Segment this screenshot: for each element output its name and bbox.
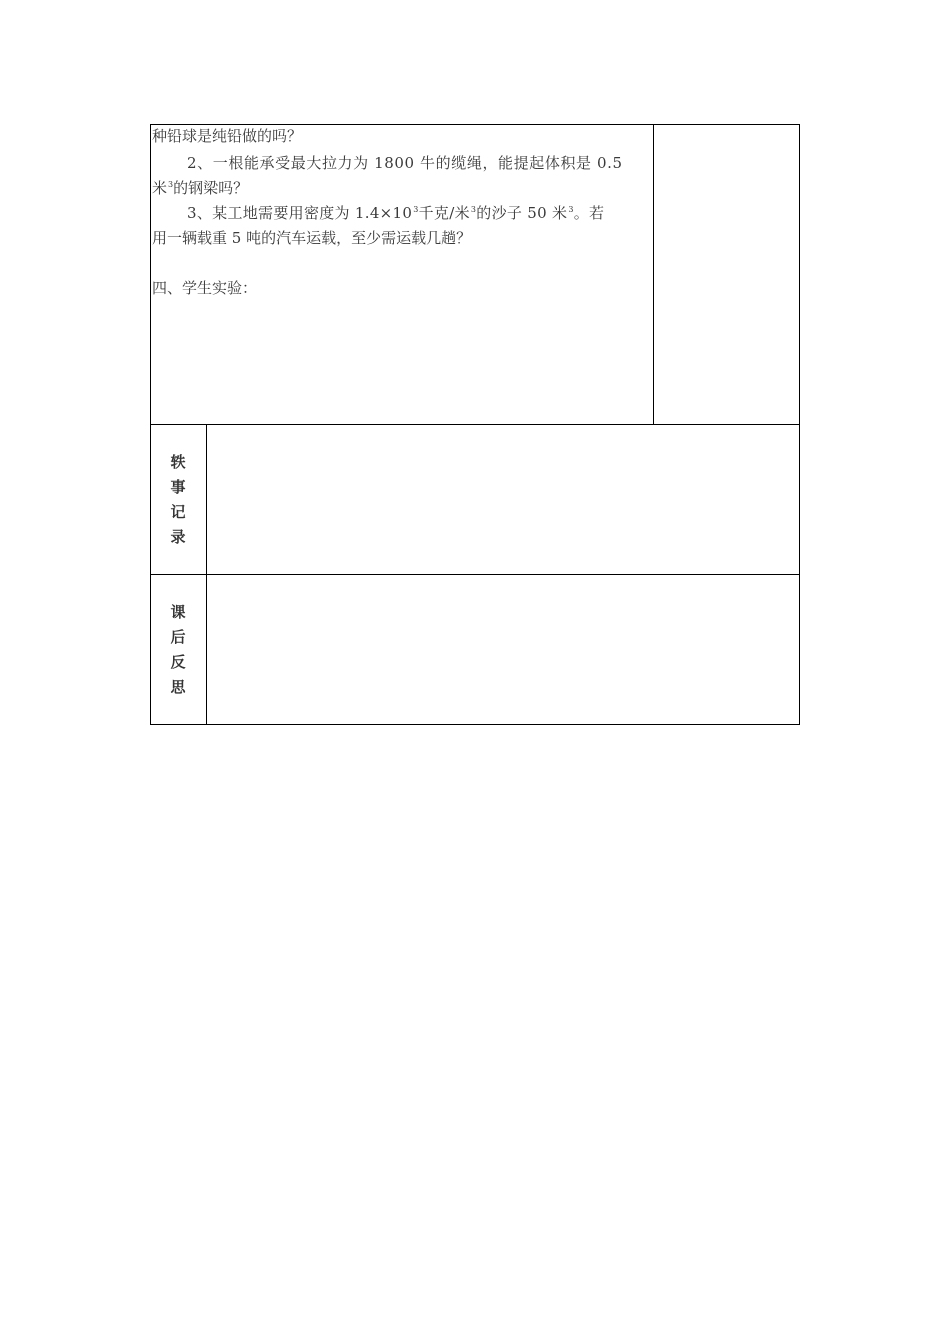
anecdote-record-label: [150, 450, 206, 550]
q3-exponent-3: 3: [568, 205, 574, 214]
anecdote-char-1: 轶: [170, 453, 186, 471]
q3-part-3: 的沙子 50 米: [476, 204, 568, 222]
notes-side-cell: [654, 125, 799, 424]
table-bottom-border: [150, 724, 800, 725]
question-2-line-2: [152, 177, 248, 202]
question-3-line-1: [187, 202, 604, 227]
post-class-reflection-label: [150, 600, 206, 700]
post-class-reflection-cell: [207, 575, 799, 724]
reflection-char-3: 反: [170, 653, 186, 671]
reflection-char-1: 课: [170, 603, 186, 621]
question-3-line-2: 用一辆载重 5 吨的汽车运载，至少需运载几趟？: [152, 229, 472, 247]
section-student-experiment: 四、学生实验：: [152, 279, 258, 297]
q3-exponent-2: 3: [470, 205, 477, 214]
q2-exponent: 3: [168, 180, 174, 189]
anecdote-char-3: 记: [170, 503, 186, 521]
q3-part-1: 3、某工地需要用密度为 1.4×10: [187, 204, 413, 222]
reflection-char-4: 思: [170, 678, 186, 696]
reflection-char-2: 后: [170, 628, 186, 646]
q3-part-2: 千克/米: [418, 204, 470, 222]
anecdote-record-cell: [207, 425, 799, 574]
q3-exponent-1: 3: [413, 205, 419, 214]
q2-unit: 米: [152, 179, 168, 197]
anecdote-char-2: 事: [170, 478, 186, 496]
line-question-1-end: 种铅球是纯铅做的吗？: [152, 127, 303, 145]
anecdote-char-4: 录: [170, 528, 186, 546]
q3-part-4: 。若: [573, 204, 605, 222]
q2-text: 的钢梁吗？: [173, 179, 249, 197]
question-2-line-1: 2、一根能承受最大拉力为 1800 牛的缆绳，能提起体积是 0.5: [187, 154, 623, 172]
